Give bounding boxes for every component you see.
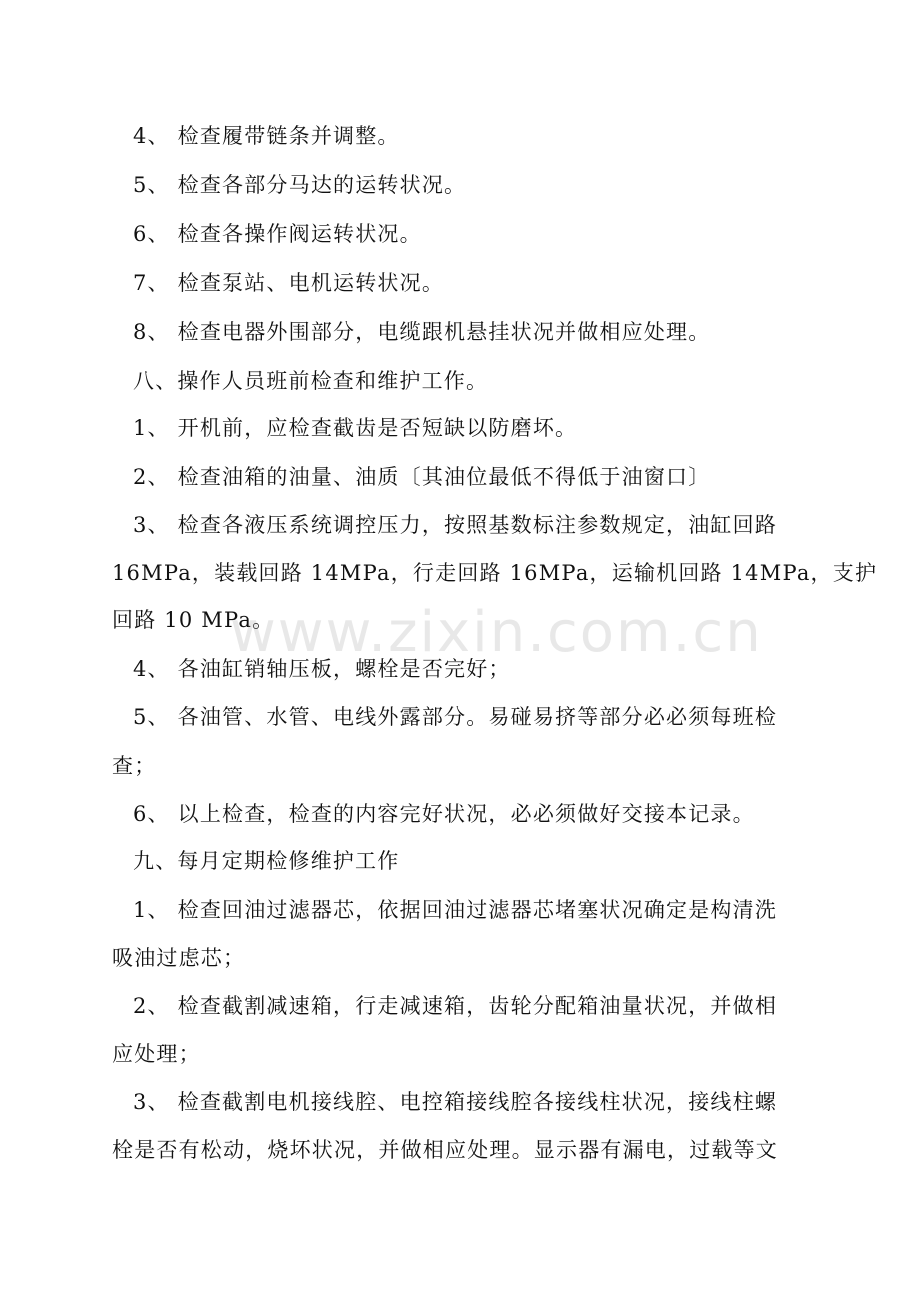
text-line: 栓是否有松动，烧坏状况，并做相应处理。显示器有漏电，过载等文 — [112, 1138, 778, 1162]
text-line: 1、 检查回油过滤器芯，依据回油过滤器芯堵塞状况确定是构清洗 — [133, 898, 778, 922]
text-line: 查； — [112, 754, 157, 778]
text-line: 4、 各油缸销轴压板，螺栓是否完好； — [133, 657, 511, 681]
text-line: 5、 各油管、水管、电线外露部分。易碰易挤等部分必必须每班检 — [133, 705, 778, 729]
watermark: www.zixin.com.cn — [230, 600, 763, 665]
text-line: 回路 10 MPa。 — [112, 608, 275, 632]
text-line: 16MPa，装载回路 14MPa，行走回路 16MPa，运输机回路 14MPa，支护 — [112, 561, 878, 585]
text-line: 6、 检查各操作阀运转状况。 — [133, 222, 422, 246]
text-line: 1、 开机前，应检查截齿是否短缺以防磨坏。 — [133, 416, 578, 440]
text-line: 8、 检查电器外围部分，电缆跟机悬挂状况并做相应处理。 — [133, 320, 711, 344]
text-line: 4、 检查履带链条并调整。 — [133, 124, 400, 148]
text-line: 2、 检查截割减速箱，行走减速箱，齿轮分配箱油量状况，并做相 — [133, 994, 778, 1018]
text-line: 3、 检查截割电机接线腔、电控箱接线腔各接线柱状况，接线柱螺 — [133, 1090, 778, 1114]
text-line: 2、 检查油箱的油量、油质〔其油位最低不得低于油窗口〕 — [133, 465, 711, 489]
section-heading: 九、每月定期检修维护工作 — [133, 849, 400, 873]
section-heading: 八、操作人员班前检查和维护工作。 — [133, 369, 489, 393]
text-line: 3、 检查各液压系统调控压力，按照基数标注参数规定，油缸回路 — [133, 513, 778, 537]
text-line: 6、 以上检查，检查的内容完好状况，必必须做好交接本记录。 — [133, 802, 755, 826]
text-line: 吸油过虑芯； — [112, 946, 246, 970]
text-line: 应处理； — [112, 1042, 201, 1066]
text-line: 5、 检查各部分马达的运转状况。 — [133, 173, 467, 197]
text-line: 7、 检查泵站、电机运转状况。 — [133, 271, 445, 295]
